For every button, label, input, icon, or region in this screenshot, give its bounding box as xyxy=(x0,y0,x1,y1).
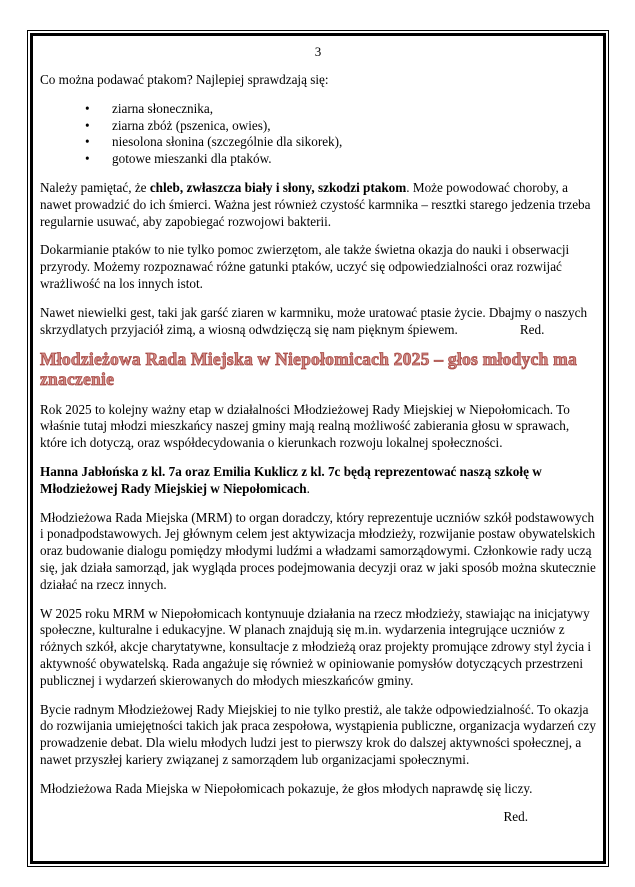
paragraph xyxy=(40,180,596,230)
text-run: Należy pamiętać, że xyxy=(40,179,150,195)
text-run: Red. xyxy=(519,321,545,337)
paragraph xyxy=(40,402,596,452)
text-run: Rok 2025 to kolejny ważny etap w działalności Młodzieżowej Rady Miejskiej w Niepołomicach. To właśnie tutaj młodzi mieszkańcy naszej gminy mają realną możliwość zabierania głosu w sprawach, które ich dotyczą, oraz współdecydowania o kierunkach rozwoju lokalnej społeczności. xyxy=(40,401,570,451)
paragraph xyxy=(40,781,596,798)
paragraph xyxy=(40,242,596,292)
bullet-item: • niesolona słonina (szczególnie dla sikorek), xyxy=(85,134,596,151)
paragraph xyxy=(40,809,596,826)
paragraph xyxy=(40,72,596,89)
page-number: 3 xyxy=(314,44,322,59)
bullet-item: • ziarna słonecznika, xyxy=(85,101,596,118)
text-run: Red. xyxy=(503,809,528,825)
bullet-list xyxy=(40,101,596,168)
paragraph xyxy=(40,702,596,769)
paragraph xyxy=(40,606,596,690)
text-run: . xyxy=(306,480,310,496)
text-run: Nawet niewielki gest, taki jak garść ziaren w karmniku, może uratować ptasie życie. Dbajmy o naszych skrzydlatych przyjaciół zimą, a wiosną odwdzięczą się nam pięknym śpiewem. xyxy=(40,304,588,337)
text-run: Młodzieżowa Rada Miejska (MRM) to organ doradczy, który reprezentuje uczniów szkół podstawowych i ponadpodstawowych. Jej głównym celem jest aktywizacja młodzieży, rozwijanie postaw obywatelskich oraz budowanie dialogu pomiędzy młodymi ludźmi a władzami samorządowymi. Członkowie rady uczą się, jak działa samorząd, jak wygląda proces podejmowania decyzji oraz w jaki sposób można skutecznie działać na rzecz innych. xyxy=(40,509,596,592)
paragraph xyxy=(40,305,596,339)
text-run: W 2025 roku MRM w Niepołomicach kontynuuje działania na rzecz młodzieży, stawiając na inicjatywy społeczne, kulturalne i edukacyjne. W planach znajdują się m.in. wydarzenia integrujące uczniów z różnych szkół, akcje charytatywne, konsultacje z młodzieżą oraz projekty promujące zdrowy styl życia i aktywność obywatelską. Rada angażuje się również w opiniowanie pomysłów dotyczących przestrzeni publicznej i wydarzeń skierowanych do młodych mieszkańców gminy. xyxy=(40,605,592,688)
text-run: Młodzieżowa Rada Miejska w Niepołomicach pokazuje, że głos młodych naprawdę się liczy. xyxy=(40,780,533,796)
bullet-item: • gotowe mieszanki dla ptaków. xyxy=(85,151,596,168)
text-run: Hanna Jabłońska z kl. 7a oraz Emilia Kuklicz z kl. 7c będą reprezentować naszą szkołę w Młodzieżowej Rady Miejskiej w Niepołomicach xyxy=(40,463,542,496)
paragraph xyxy=(40,510,596,594)
text-run: chleb, zwłaszcza biały i słony, szkodzi ptakom xyxy=(149,179,407,195)
page-border-inner xyxy=(30,33,606,864)
text-run: Bycie radnym Młodzieżowej Rady Miejskiej to nie tylko prestiż, ale także odpowiedzialność. To okazja do rozwijania umiejętności takich jak praca zespołowa, wystąpienia publiczne, organizacja wydarzeń czy prowadzenie debat. Dla wielu młodych ludzi jest to pierwszy krok do dalszej aktywności społecznej, a nawet przyszłej kariery związanej z samorządem lub organizacjami społecznymi. xyxy=(40,701,596,767)
text-run: Dokarmianie ptaków to nie tylko pomoc zwierzętom, ale także świetna okazja do nauki i obserwacji przyrody. Możemy rozpoznawać różne gatunki ptaków, uczyć się odpowiedzialności oraz rozwijać wrażliwość na los innych istot. xyxy=(40,242,570,291)
text-run: Co można podawać ptakom? Najlepiej sprawdzają się: xyxy=(40,72,329,87)
document-body xyxy=(39,72,597,826)
text-run: . Może powodować choroby, a nawet prowadzić do ich śmierci. Ważna jest również czystość karmnika – resztki starego jedzenia trzeba regularnie usuwać, aby zapobiegać rozwojowi bakterii. xyxy=(40,179,591,229)
bullet-item: • ziarna zbóż (pszenica, owies), xyxy=(85,118,596,135)
paragraph xyxy=(40,464,596,498)
section-heading xyxy=(40,350,596,389)
page-border-outer xyxy=(27,30,609,867)
text-run: Młodzieżowa Rada Miejska w Niepołomicach 2025 – głos młodych ma znaczenie xyxy=(40,349,577,389)
